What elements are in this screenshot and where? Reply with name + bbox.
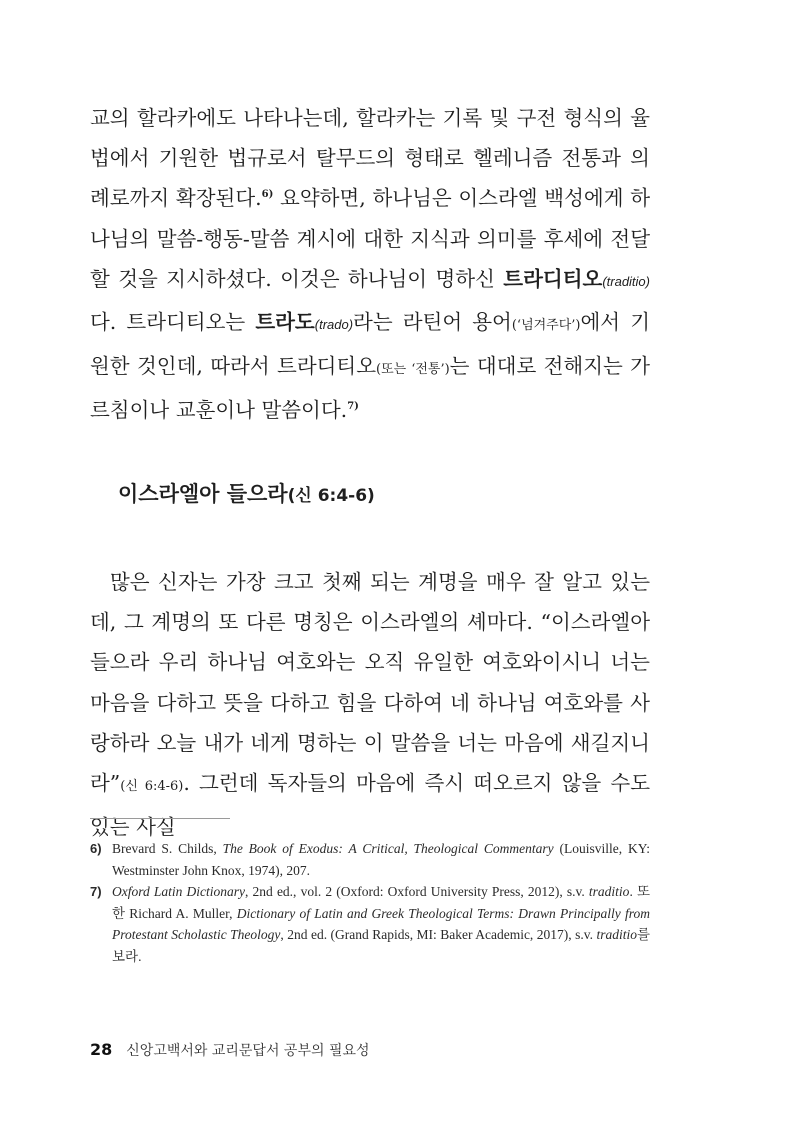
footnote-divider [90,818,230,819]
running-title: 신앙고백서와 교리문답서 공부의 필요성 [126,1043,370,1059]
latin-term: traditio [596,927,637,942]
book-title: Dictionary of Latin and Greek Theological Terms: Drawn Principally from Protestant Scholastic Theology [112,905,651,942]
latin-trado: (trado) [314,317,354,333]
book-title: Oxford Latin Dictionary [112,884,246,899]
text-run: 는 대대로 전해지는 가르침이나 교훈이나 말씀이다. [90,354,650,423]
scripture-reference: (신 6:4-6) [120,779,184,795]
footnote-number: 6) [90,841,102,856]
text-run: Brevard S. Childs, [112,841,223,856]
text-run: , 2nd ed. (Grand Rapids, MI: Baker Academic, 2017), s.v. [280,927,597,942]
text-run: 요약하면, 하나님은 이스라엘 백성에게 하나님의 말씀-행동-말씀 계시에 대한 지식과 의미를 후세에 전달할 것을 지시하셨다. 이것은 하나님이 명하신 [90,186,650,291]
latin-term: traditio [588,884,630,899]
text-run: 교의 할라카에도 나타나는데, 할라카는 기록 및 구전 형식의 율법에서 기원한 법규로서 탈무드의 형태로 헬레니즘 전통과 의례로까지 확장된다. [90,106,650,211]
text-run: . 그런데 독자들의 마음에 즉시 떠오르지 않을 수도 있는 사실 [90,771,650,840]
text-run: 라는 라틴어 용어 [353,310,512,335]
text-run: (Louisville, KY: Westminster John Knox, 1974), 207. [112,841,650,878]
footnote-ref-6[interactable]: 6) [261,189,274,201]
footnotes [90,838,650,967]
gloss-tradition: (또는 ‘전통’) [376,362,450,378]
paragraph-traditio [90,98,650,431]
book-title: The Book of Exodus: A Critical, Theological Commentary [222,841,554,856]
page-number: 28 [90,1040,113,1059]
text-run: 를 보라. [112,927,650,964]
paragraph-shema [90,562,650,847]
footnote-text [112,881,650,967]
latin-traditio: (traditio) [602,273,650,289]
section-title: 이스라엘아 들으라 [118,482,288,506]
term-trado: 트라도 [255,311,315,335]
gloss-hand-over: (‘넘겨주다’) [511,318,581,334]
footnote-text [112,838,650,881]
term-traditio: 트라디티오 [503,267,603,291]
page-footer [90,1040,370,1060]
text-run: 다. 트라디티오는 [90,310,256,335]
footnote-6 [90,838,650,881]
text-run: 많은 신자는 가장 크고 첫째 되는 계명을 매우 잘 알고 있는데, 그 계명의 또 다른 명칭은 이스라엘의 셰마다. “이스라엘아 들으라 우리 하나님 여호와는 오직 유일한 여호와이시니 너는 마음을 다하고 뜻을 다하고 힘을 다하여 네 하나님 여호와를 사랑하라 오늘 내가 네게 명하는 이 말씀을 너는 마음에 새길지니라” [90,570,650,796]
footnote-number: 7) [90,884,102,899]
section-heading [118,478,375,508]
section-reference: (신 6:4-6) [287,486,375,506]
footnote-ref-7[interactable]: 7) [347,401,359,413]
text-run: , 2nd ed., vol. 2 (Oxford: Oxford University Press, 2012), s.v. [245,884,589,899]
text-run: . 또한 Richard A. Muller, [112,884,650,921]
text-run: 에서 기원한 것인데, 따라서 트라디티오 [90,310,651,379]
footnote-7 [90,881,650,967]
